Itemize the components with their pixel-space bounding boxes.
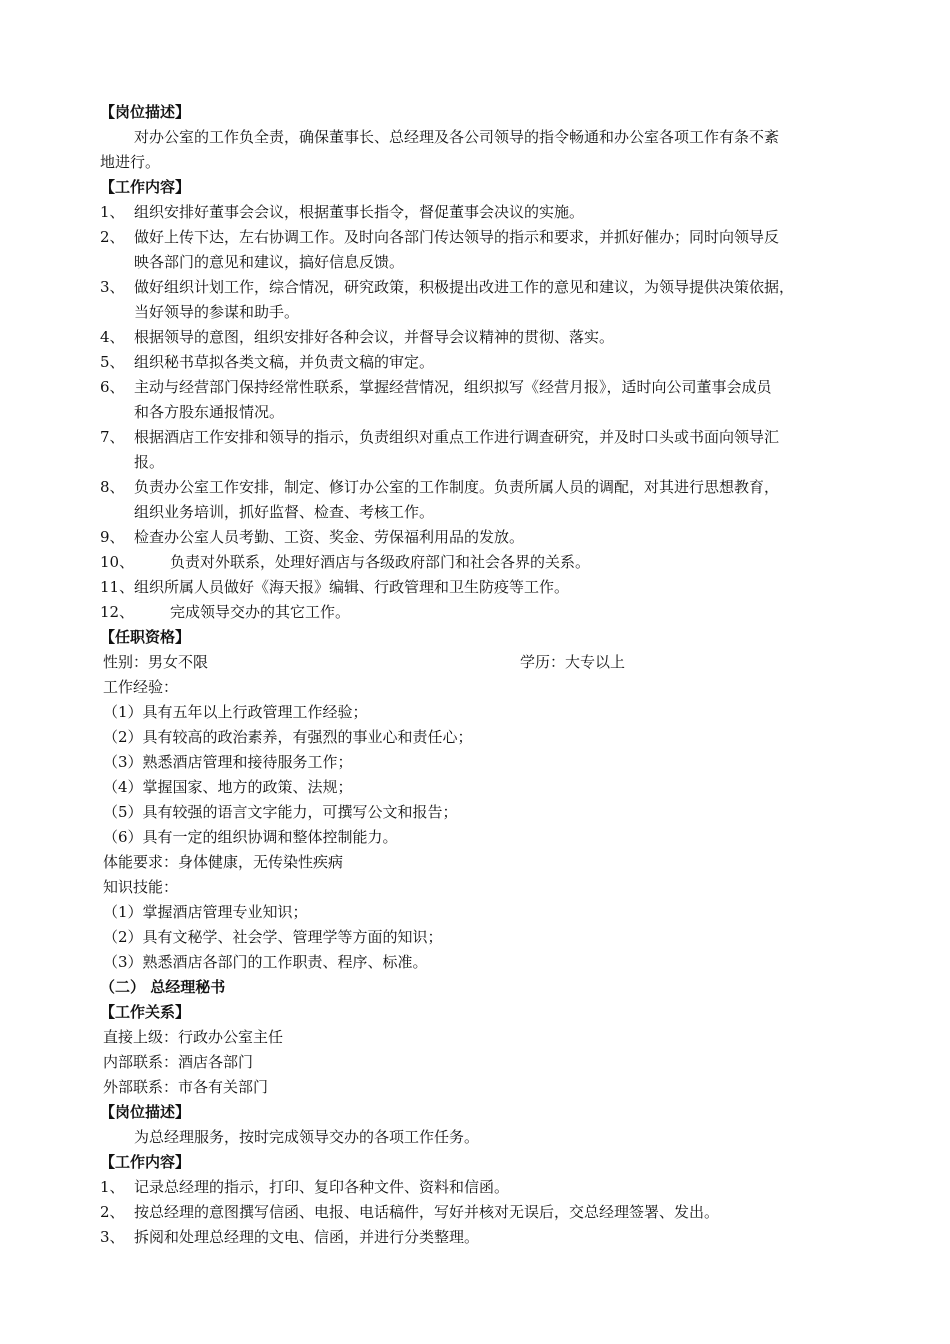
gender-requirement: 性别：男女不限: [103, 653, 209, 671]
experience-item: （4）掌握国家、地方的政策、法规；: [103, 778, 353, 796]
work-item-text: 记录总经理的指示，打印、复印各种文件、资料和信函。: [134, 1178, 510, 1196]
work-item-text: 组织秘书草拟各类文稿，并负责文稿的审定。: [134, 353, 435, 371]
skills-label: 知识技能：: [103, 878, 179, 896]
work-item-text: 拆阅和处理总经理的文电、信函，并进行分类整理。: [134, 1228, 480, 1246]
section-title-gm-secretary: （二） 总经理秘书: [100, 978, 226, 996]
education-requirement: 学历：大专以上: [520, 653, 626, 671]
experience-item: （2）具有较高的政治素养，有强烈的事业心和责任心；: [103, 728, 473, 746]
item-number: 5、: [100, 353, 125, 371]
work-item-text: 当好领导的参谋和助手。: [134, 303, 300, 321]
work-item-text: 和各方股东通报情况。: [134, 403, 285, 421]
heading-job-description-2: 【岗位描述】: [100, 1103, 191, 1121]
item-number: 3、: [100, 1228, 125, 1246]
item-number: 4、: [100, 328, 125, 346]
work-item-text: 根据酒店工作安排和领导的指示，负责组织对重点工作进行调查研究，并及时口头或书面向领导汇: [134, 428, 780, 446]
work-item-text: 组织业务培训，抓好监督、检查、考核工作。: [134, 503, 435, 521]
experience-label: 工作经验：: [103, 678, 179, 696]
relation-item: 外部联系：市各有关部门: [103, 1078, 269, 1096]
skill-item: （1）掌握酒店管理专业知识；: [103, 903, 308, 921]
job-description-line: 对办公室的工作负全责，确保董事长、总经理及各公司领导的指令畅通和办公室各项工作有条不紊: [134, 128, 780, 146]
work-item-text: 映各部门的意见和建议，搞好信息反馈。: [134, 253, 405, 271]
work-item-text: 完成领导交办的其它工作。: [170, 603, 351, 621]
work-item-text: 检查办公室人员考勤、工资、奖金、劳保福利用品的发放。: [134, 528, 525, 546]
relation-item: 内部联系：酒店各部门: [103, 1053, 254, 1071]
item-number: 10、: [100, 553, 135, 571]
experience-item: （6）具有一定的组织协调和整体控制能力。: [103, 828, 398, 846]
item-number: 7、: [100, 428, 125, 446]
skill-item: （3）熟悉酒店各部门的工作职责、程序、标准。: [103, 953, 428, 971]
item-number: 1、: [100, 1178, 125, 1196]
item-number: 3、: [100, 278, 125, 296]
heading-work-content: 【工作内容】: [100, 178, 191, 196]
item-number: 2、: [100, 1203, 125, 1221]
work-item-text: 做好组织计划工作，综合情况，研究政策，积极提出改进工作的意见和建议，为领导提供决策依据，: [134, 278, 795, 296]
item-number: 1、: [100, 203, 125, 221]
work-item-text: 根据领导的意图，组织安排好各种会议，并督导会议精神的贯彻、落实。: [134, 328, 615, 346]
work-item-text: 组织所属人员做好《海天报》编辑、行政管理和卫生防疫等工作。: [134, 578, 570, 596]
heading-qualifications: 【任职资格】: [100, 628, 191, 646]
work-item-text: 报。: [134, 453, 165, 471]
heading-job-description: 【岗位描述】: [100, 103, 191, 121]
item-number: 11、: [100, 578, 135, 596]
item-number: 6、: [100, 378, 125, 396]
heading-work-relations: 【工作关系】: [100, 1003, 191, 1021]
work-item-text: 负责对外联系，处理好酒店与各级政府部门和社会各界的关系。: [170, 553, 591, 571]
relation-item: 直接上级：行政办公室主任: [103, 1028, 284, 1046]
experience-item: （5）具有较强的语言文字能力，可撰写公文和报告；: [103, 803, 458, 821]
work-item-text: 做好上传下达，左右协调工作。及时向各部门传达领导的指示和要求，并抓好催办；同时向领导反: [134, 228, 780, 246]
physical-requirement: 体能要求：身体健康，无传染性疾病: [103, 853, 344, 871]
work-item-text: 按总经理的意图撰写信函、电报、电话稿件，写好并核对无误后，交总经理签署、发出。: [134, 1203, 720, 1221]
item-number: 2、: [100, 228, 125, 246]
heading-work-content-2: 【工作内容】: [100, 1153, 191, 1171]
item-number: 12、: [100, 603, 135, 621]
work-item-text: 负责办公室工作安排，制定、修订办公室的工作制度。负责所属人员的调配，对其进行思想教育，: [134, 478, 780, 496]
work-item-text: 主动与经营部门保持经常性联系，掌握经营情况，组织拟写《经营月报》，适时向公司董事会成员: [134, 378, 772, 396]
job-description-line: 为总经理服务，按时完成领导交办的各项工作任务。: [134, 1128, 480, 1146]
job-description-line: 地进行。: [100, 153, 161, 171]
experience-item: （1）具有五年以上行政管理工作经验；: [103, 703, 368, 721]
item-number: 8、: [100, 478, 125, 496]
item-number: 9、: [100, 528, 125, 546]
skill-item: （2）具有文秘学、社会学、管理学等方面的知识；: [103, 928, 443, 946]
experience-item: （3）熟悉酒店管理和接待服务工作；: [103, 753, 353, 771]
work-item-text: 组织安排好董事会会议，根据董事长指令，督促董事会决议的实施。: [134, 203, 585, 221]
